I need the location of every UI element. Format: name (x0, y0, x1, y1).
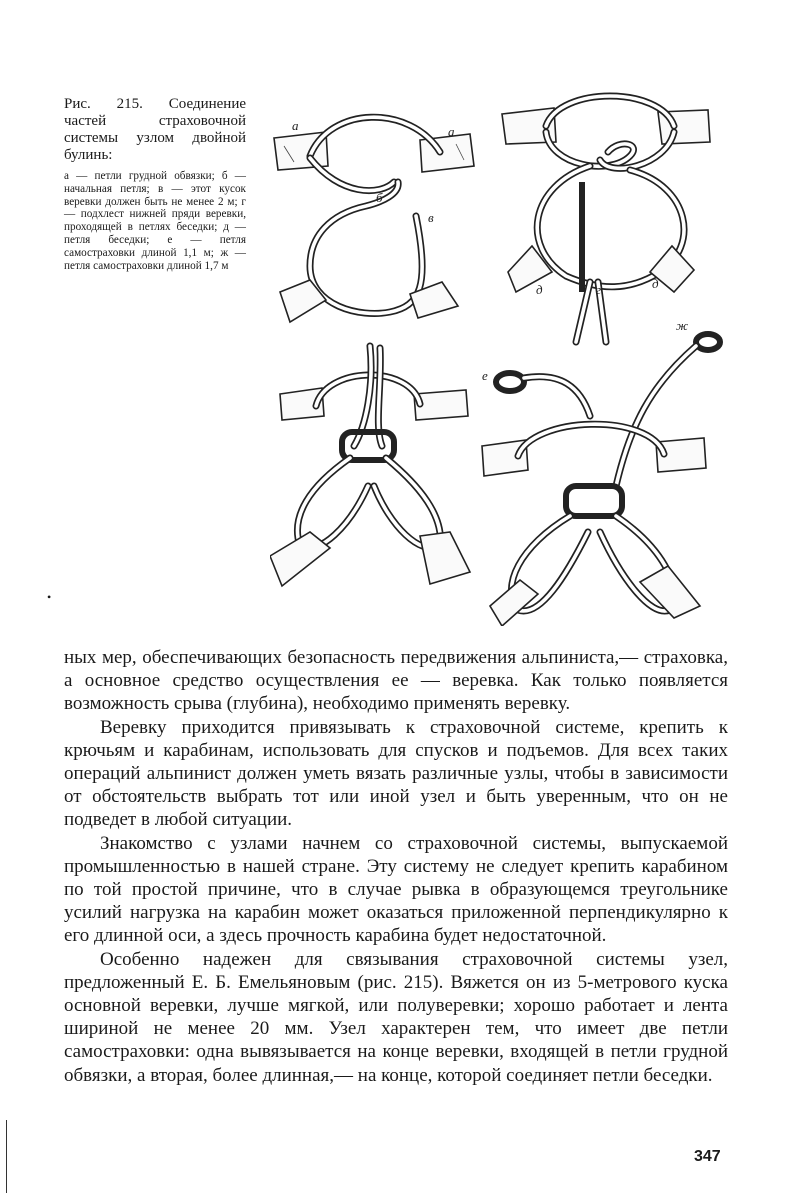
panel-4 (482, 334, 720, 626)
label-v: в (428, 210, 434, 225)
body-text (64, 646, 728, 1087)
paragraph: ных мер, обеспечивающих безопасность передвижения альпиниста,— страховка, а основное средство осуществления ее — веревка. Как только появляется возможность срыва (глубина), необходимо применять веревку. (64, 647, 728, 715)
page-number: 347 (694, 1148, 721, 1165)
label-d-left: д (536, 282, 543, 297)
paragraph: Веревку приходится привязывать к страховочной системе, крепить к крючьям и карабинам, использовать для спусков и подъемов. Для всех таких операций альпинист должен уметь вязать различные узлы, чтобы в зависимости от обстоятельств выбрать тот или иной узел и быть уверенным, что он не подведет в любой ситуации. (64, 716, 728, 831)
caption-legend: а — петли грудной обвязки; б — начальная петля; в — этот кусок веревки должен быть не менее 2 м; г — подхлест нижней пряди веревки, проходящей в петлях беседки; д — петля беседки; е — петля самостраховки длиной 1,1 м; ж — петля самостраховки длиной 1,7 м (64, 170, 246, 272)
panel-2 (502, 96, 710, 342)
margin-marker: • (47, 590, 52, 604)
label-g: г (596, 282, 602, 297)
label-a-left: а (292, 118, 299, 133)
label-a-right: а (448, 124, 455, 139)
label-zh: ж (676, 318, 689, 333)
panel-1 (274, 117, 474, 322)
panel-3 (270, 346, 470, 586)
paragraph: Особенно надежен для связывания страховочной системы узел, предложенный Е. Б. Емельяновым (рис. 215). Вяжется он из 5-метрового куска основной веревки, лучше мягкой, или полуверевки; хорошо работает и лента шириной не менее 20 мм. Узел характерен тем, что имеет две петли самостраховки: одна вывязывается на конце веревки, входящей в петли грудной обвязки, а вторая, более длинная,— на конце, которой соединяет петли беседки. (64, 948, 728, 1086)
label-e: е (482, 368, 488, 383)
scan-edge-line (6, 1120, 7, 1193)
label-b: б (376, 190, 383, 205)
label-d-right: д (652, 276, 659, 291)
paragraph: Знакомство с узлами начнем со страховочной системы, выпускаемой промышленностью в нашей стране. Эту систему не следует крепить карабином по той простой причине, что в случае рывка в образующемся треугольнике усилий нагрузка на карабин может оказаться приложенной перпендикулярно к его длинной оси, а здесь прочность карабина будет недостаточной. (64, 832, 728, 947)
figure-caption (64, 96, 246, 272)
caption-title: Рис. 215. Соединение частей страховочной системы узлом двойной булинь: (64, 96, 246, 163)
knot-drawing (270, 86, 730, 626)
knot-illustration (270, 86, 730, 626)
